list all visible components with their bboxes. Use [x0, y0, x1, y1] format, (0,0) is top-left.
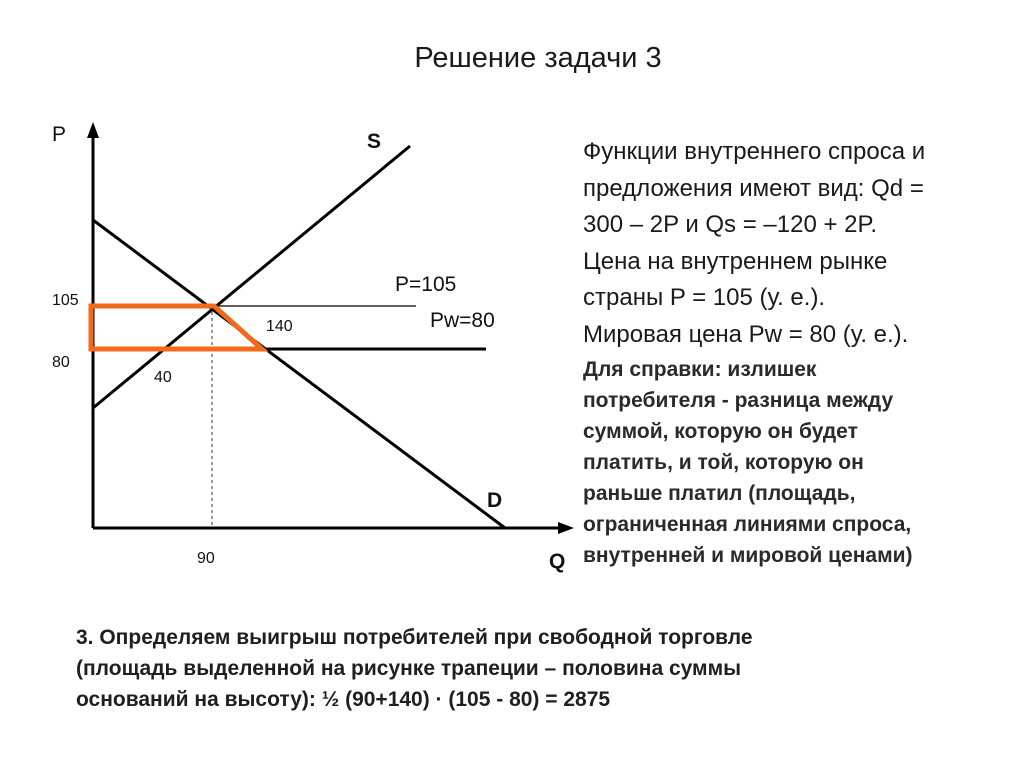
note-line: суммой, которую он будет: [583, 420, 858, 443]
description-line: Функции внутреннего спроса и: [583, 138, 926, 165]
description-line: Цена на внутреннем рынке: [583, 247, 888, 275]
note-line: ограниченная линиями спроса,: [583, 513, 912, 536]
reference-note: [583, 354, 1003, 571]
supply-demand-graph: [0, 0, 600, 600]
y-axis-label: P: [52, 123, 67, 146]
domestic-price-label: P=105: [395, 273, 457, 296]
description-line: предложения имеют вид: Qd =: [583, 174, 924, 202]
demand-curve-label: D: [487, 489, 503, 512]
solution-step: [76, 622, 976, 715]
quantity-tick-90: 90: [197, 550, 215, 567]
slide-title: Решение задачи 3: [414, 42, 662, 74]
supply-curve: [93, 146, 410, 408]
supply-curve-label: S: [367, 130, 382, 153]
x-axis-label: Q: [549, 550, 566, 573]
price-tick-80: 80: [52, 354, 70, 371]
problem-description: [583, 134, 1003, 353]
y-axis-arrow-icon: [87, 122, 99, 138]
x-axis-arrow-icon: [558, 522, 574, 534]
consumer-gain-trapezoid: [91, 306, 262, 349]
note-line: раньше платил (площадь,: [583, 482, 856, 505]
world-price-label: Pw=80: [430, 309, 495, 332]
description-line: страны P = 105 (у. е.).: [583, 284, 826, 311]
solution-line: 3. Определяем выигрыш потребителей при свободной торговле: [76, 626, 753, 649]
note-line: внутренней и мировой ценами): [583, 544, 913, 567]
price-tick-105: 105: [52, 292, 79, 309]
point-label-140: 140: [266, 318, 293, 335]
note-line: Для справки: излишек: [583, 358, 817, 381]
solution-line: (площадь выделенной на рисунке трапеции – половина суммы: [76, 657, 742, 680]
point-label-40: 40: [154, 369, 172, 386]
note-line: платить, и той, которую он: [583, 451, 864, 474]
description-line: 300 – 2P и Qs = –120 + 2P.: [583, 211, 878, 238]
note-line: потребителя - разница между: [583, 389, 894, 412]
description-line: Мировая цена Pw = 80 (у. е.).: [583, 320, 909, 348]
solution-line: оснований на высоту): ½ (90+140) · (105 - 80) = 2875: [76, 688, 611, 711]
